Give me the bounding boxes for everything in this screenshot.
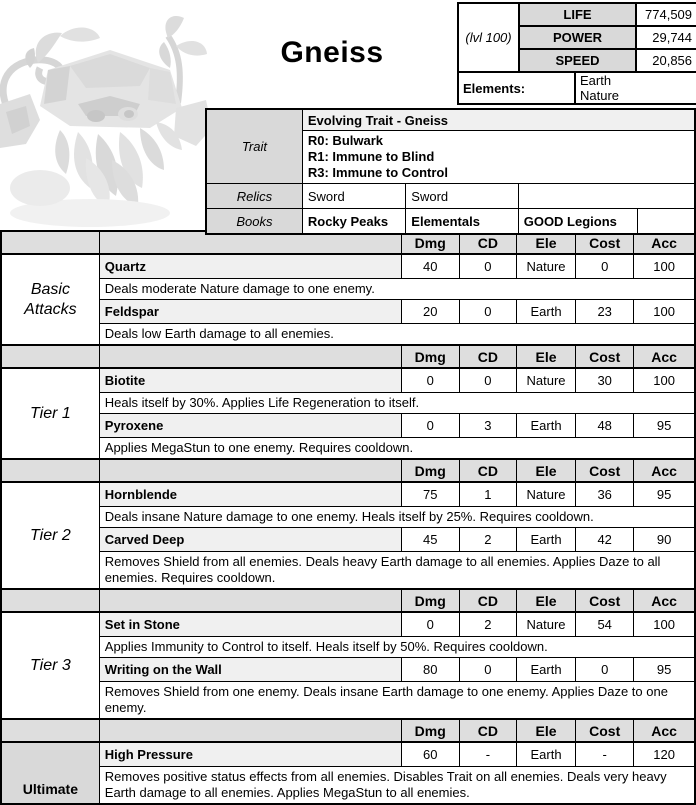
- ability-description: Deals moderate Nature damage to one enemy.: [99, 279, 695, 300]
- books-label: Books: [206, 209, 302, 235]
- trait-rank-2: R3: Immune to Control: [307, 165, 448, 180]
- ability-ele: Earth: [516, 528, 575, 552]
- ability-cost: 30: [576, 368, 634, 393]
- level-label: (lvl 100): [458, 3, 519, 72]
- header-spacer-name: [99, 589, 401, 612]
- ability-acc: 100: [634, 254, 695, 279]
- ability-acc: 100: [634, 612, 695, 637]
- column-header-cd: CD: [459, 231, 516, 254]
- ability-name: High Pressure: [99, 742, 401, 767]
- ability-acc: 90: [634, 528, 695, 552]
- column-header-ele: Ele: [516, 719, 575, 742]
- ability-ele: Nature: [516, 482, 575, 507]
- section-label-tier-1: Tier 1: [1, 368, 99, 459]
- ability-cd: 0: [459, 368, 516, 393]
- ability-cost: 54: [576, 612, 634, 637]
- section-ultimate: [1, 719, 695, 804]
- ability-cost: 48: [576, 414, 634, 438]
- ability-cd: 3: [459, 414, 516, 438]
- ability-cost: 23: [576, 300, 634, 324]
- ability-desc-row: [1, 438, 695, 460]
- ability-ele: Earth: [516, 300, 575, 324]
- header-spacer-label: [1, 345, 99, 368]
- ability-dmg: 0: [401, 368, 459, 393]
- column-header-cost: Cost: [576, 345, 634, 368]
- book-slot-3: GOOD Legions: [518, 209, 637, 235]
- element-nature: Nature: [580, 88, 620, 103]
- trait-table: [205, 108, 696, 235]
- column-header-ele: Ele: [516, 459, 575, 482]
- ability-cd: 1: [459, 482, 516, 507]
- ability-name: Set in Stone: [99, 612, 401, 637]
- ability-cd: 0: [459, 658, 516, 682]
- section-label-tier-3: Tier 3: [1, 612, 99, 719]
- ability-ele: Earth: [516, 742, 575, 767]
- creature-artwork: [0, 8, 212, 230]
- page-title: Gneiss: [280, 36, 384, 69]
- ability-name: Writing on the Wall: [99, 658, 401, 682]
- element-earth: Earth: [580, 73, 612, 88]
- ability-description: Deals low Earth damage to all enemies.: [99, 324, 695, 346]
- ability-acc: 100: [634, 368, 695, 393]
- ability-name: Pyroxene: [99, 414, 401, 438]
- column-header-cost: Cost: [576, 231, 634, 254]
- relics-row: [206, 184, 695, 209]
- trait-rank-0: R0: Bulwark: [307, 133, 384, 148]
- ability-acc: 95: [634, 658, 695, 682]
- section-label-tier-2: Tier 2: [1, 482, 99, 589]
- column-header-cd: CD: [459, 345, 516, 368]
- ability-row: [1, 300, 695, 324]
- relic-slot-3: [518, 184, 695, 209]
- ability-row: [1, 528, 695, 552]
- power-value: 29,744: [636, 26, 696, 49]
- header-spacer-label: [1, 231, 99, 254]
- column-header-dmg: Dmg: [401, 231, 459, 254]
- ability-row: [1, 254, 695, 279]
- ability-name: Quartz: [99, 254, 401, 279]
- elements-label: Elements:: [458, 72, 575, 104]
- ability-desc-row: [1, 682, 695, 720]
- stats-table: [457, 2, 696, 105]
- column-header-row: [1, 345, 695, 368]
- ability-cost: 42: [576, 528, 634, 552]
- trait-label: Trait: [206, 109, 302, 184]
- ability-dmg: 40: [401, 254, 459, 279]
- ability-ele: Earth: [516, 414, 575, 438]
- ability-desc-row: [1, 767, 695, 805]
- ability-ele: Nature: [516, 612, 575, 637]
- column-header-row: [1, 589, 695, 612]
- column-header-cost: Cost: [576, 589, 634, 612]
- ability-desc-row: [1, 279, 695, 300]
- speed-label: SPEED: [519, 49, 636, 72]
- ability-cost: 0: [576, 254, 634, 279]
- ability-dmg: 60: [401, 742, 459, 767]
- section-basic-attacks: [1, 231, 695, 345]
- header-area: [0, 0, 696, 230]
- column-header-cd: CD: [459, 459, 516, 482]
- column-header-acc: Acc: [634, 231, 695, 254]
- ability-description: Removes Shield from one enemy. Deals insane Earth damage to one enemy. Applies Daze to one enemy.: [99, 682, 695, 720]
- column-header-ele: Ele: [516, 231, 575, 254]
- ability-dmg: 75: [401, 482, 459, 507]
- section-tier-2: [1, 459, 695, 589]
- ability-row: [1, 742, 695, 767]
- abilities-table: [0, 230, 696, 805]
- section-tier-1: [1, 345, 695, 459]
- ability-desc-row: [1, 507, 695, 528]
- ability-cd: 2: [459, 612, 516, 637]
- column-header-acc: Acc: [634, 589, 695, 612]
- column-header-dmg: Dmg: [401, 719, 459, 742]
- trait-header-row: [206, 109, 695, 131]
- ability-description: Applies Immunity to Control to itself. Heals itself by 50%. Requires cooldown.: [99, 637, 695, 658]
- book-slot-4: [638, 209, 695, 235]
- header-spacer-label: [1, 719, 99, 742]
- trait-ranks: [302, 131, 695, 184]
- relics-label: Relics: [206, 184, 302, 209]
- stat-row-life: [458, 3, 696, 26]
- column-header-row: [1, 719, 695, 742]
- ability-description: Deals insane Nature damage to one enemy. Heals itself by 25%. Requires cooldown.: [99, 507, 695, 528]
- ability-cost: 0: [576, 658, 634, 682]
- books-row: [206, 209, 695, 235]
- column-header-cd: CD: [459, 589, 516, 612]
- header-spacer-label: [1, 589, 99, 612]
- power-label: POWER: [519, 26, 636, 49]
- column-header-cd: CD: [459, 719, 516, 742]
- column-header-acc: Acc: [634, 459, 695, 482]
- ability-cost: 36: [576, 482, 634, 507]
- header-spacer-name: [99, 459, 401, 482]
- ability-name: Hornblende: [99, 482, 401, 507]
- header-spacer-name: [99, 345, 401, 368]
- ability-ele: Nature: [516, 368, 575, 393]
- column-header-ele: Ele: [516, 589, 575, 612]
- ability-row: [1, 414, 695, 438]
- trait-name: Evolving Trait - Gneiss: [302, 109, 695, 131]
- life-label: LIFE: [519, 3, 636, 26]
- column-header-dmg: Dmg: [401, 589, 459, 612]
- ability-dmg: 45: [401, 528, 459, 552]
- ability-acc: 95: [634, 482, 695, 507]
- ability-desc-row: [1, 637, 695, 658]
- ability-desc-row: [1, 552, 695, 590]
- speed-value: 20,856: [636, 49, 696, 72]
- ability-description: Removes Shield from all enemies. Deals heavy Earth damage to all enemies. Applies Daze to all enemies. Requires cooldown.: [99, 552, 695, 590]
- column-header-acc: Acc: [634, 345, 695, 368]
- ability-cost: -: [576, 742, 634, 767]
- ability-cd: -: [459, 742, 516, 767]
- ability-cd: 0: [459, 300, 516, 324]
- ability-row: [1, 658, 695, 682]
- ability-description: Applies MegaStun to one enemy. Requires cooldown.: [99, 438, 695, 460]
- ability-acc: 95: [634, 414, 695, 438]
- elements-value: [575, 72, 696, 104]
- ability-description: Heals itself by 30%. Applies Life Regeneration to itself.: [99, 393, 695, 414]
- ability-acc: 120: [634, 742, 695, 767]
- elements-row: [458, 72, 696, 104]
- header-spacer-label: [1, 459, 99, 482]
- life-value: 774,509: [636, 3, 696, 26]
- trait-rank-1: R1: Immune to Blind: [307, 149, 435, 164]
- column-header-dmg: Dmg: [401, 459, 459, 482]
- ability-name: Carved Deep: [99, 528, 401, 552]
- ability-ele: Earth: [516, 658, 575, 682]
- ability-acc: 100: [634, 300, 695, 324]
- ability-ele: Nature: [516, 254, 575, 279]
- ability-description: Removes positive status effects from all enemies. Disables Trait on all enemies. Deals very heavy Earth damage to all enemies. Applies MegaStun to all enemies.: [99, 767, 695, 805]
- book-slot-2: Elementals: [406, 209, 518, 235]
- book-slot-1: Rocky Peaks: [302, 209, 405, 235]
- column-header-cost: Cost: [576, 719, 634, 742]
- ability-name: Feldspar: [99, 300, 401, 324]
- section-label-basic-attacks: Basic Attacks: [1, 254, 99, 345]
- ability-dmg: 80: [401, 658, 459, 682]
- section-tier-3: [1, 589, 695, 719]
- ability-name: Biotite: [99, 368, 401, 393]
- relic-slot-2: Sword: [406, 184, 518, 209]
- column-header-row: [1, 459, 695, 482]
- column-header-acc: Acc: [634, 719, 695, 742]
- section-label-ultimate: Ultimate: [1, 742, 99, 804]
- ability-dmg: 0: [401, 414, 459, 438]
- ability-cd: 0: [459, 254, 516, 279]
- ability-row: [1, 612, 695, 637]
- ability-desc-row: [1, 324, 695, 346]
- column-header-cost: Cost: [576, 459, 634, 482]
- column-header-dmg: Dmg: [401, 345, 459, 368]
- ability-row: [1, 368, 695, 393]
- header-spacer-name: [99, 719, 401, 742]
- ability-dmg: 0: [401, 612, 459, 637]
- ability-cd: 2: [459, 528, 516, 552]
- relic-slot-1: Sword: [302, 184, 405, 209]
- ability-row: [1, 482, 695, 507]
- column-header-ele: Ele: [516, 345, 575, 368]
- ability-desc-row: [1, 393, 695, 414]
- ability-dmg: 20: [401, 300, 459, 324]
